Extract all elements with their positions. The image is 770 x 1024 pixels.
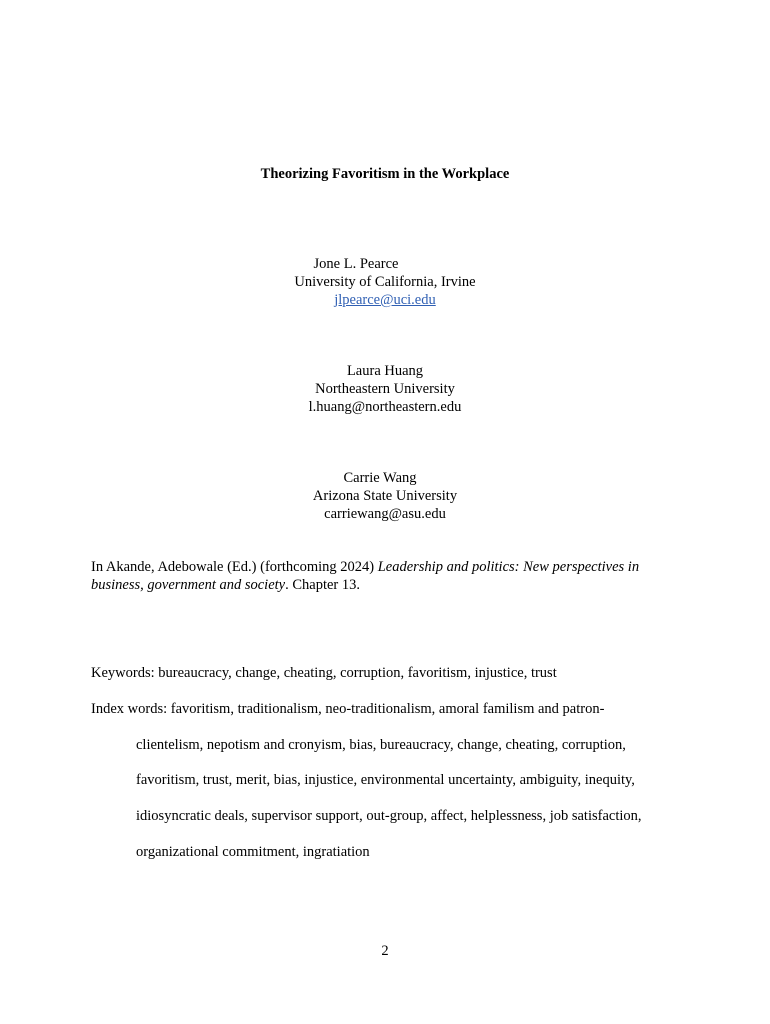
index-words-line: favoritism, trust, merit, bias, injustice, environmental uncertainty, ambiguity, inequity, bbox=[136, 772, 635, 788]
author-block-2 bbox=[0, 362, 770, 416]
author-name: Jone L. Pearce bbox=[313, 256, 399, 272]
author-email-link[interactable]: jlpearce@uci.edu bbox=[334, 292, 436, 308]
citation bbox=[91, 558, 681, 594]
citation-prefix: In Akande, Adebowale (Ed.) (forthcoming 2024) bbox=[91, 559, 378, 575]
citation-suffix: . Chapter 13. bbox=[285, 577, 361, 593]
author-email: carriewang@asu.edu bbox=[324, 506, 446, 522]
author-name: Laura Huang bbox=[346, 363, 424, 379]
index-words-first-line: Index words: favoritism, traditionalism, neo-traditionalism, amoral familism and patron- bbox=[91, 701, 605, 717]
author-block-1 bbox=[0, 255, 770, 309]
index-words-line: idiosyncratic deals, supervisor support, out-group, affect, helplessness, job satisfaction, bbox=[136, 808, 642, 824]
author-affiliation: Northeastern University bbox=[315, 381, 455, 397]
author-name: Carrie Wang bbox=[343, 470, 417, 486]
author-affiliation: Arizona State University bbox=[312, 488, 458, 504]
keywords: Keywords: bureaucracy, change, cheating, corruption, favoritism, injustice, trust bbox=[91, 665, 557, 681]
author-email: l.huang@northeastern.edu bbox=[308, 399, 462, 415]
author-affiliation: University of California, Irvine bbox=[294, 274, 476, 290]
index-words-line: clientelism, nepotism and cronyism, bias, bureaucracy, change, cheating, corruption, bbox=[136, 737, 626, 753]
author-block-3 bbox=[0, 469, 770, 523]
page-number: 2 bbox=[381, 943, 389, 959]
paper-title: Theorizing Favoritism in the Workplace bbox=[260, 166, 510, 182]
index-words-line: organizational commitment, ingratiation bbox=[136, 844, 370, 860]
citation-book-title: Leadership and politics: New perspectives in business, government and society bbox=[91, 559, 640, 593]
